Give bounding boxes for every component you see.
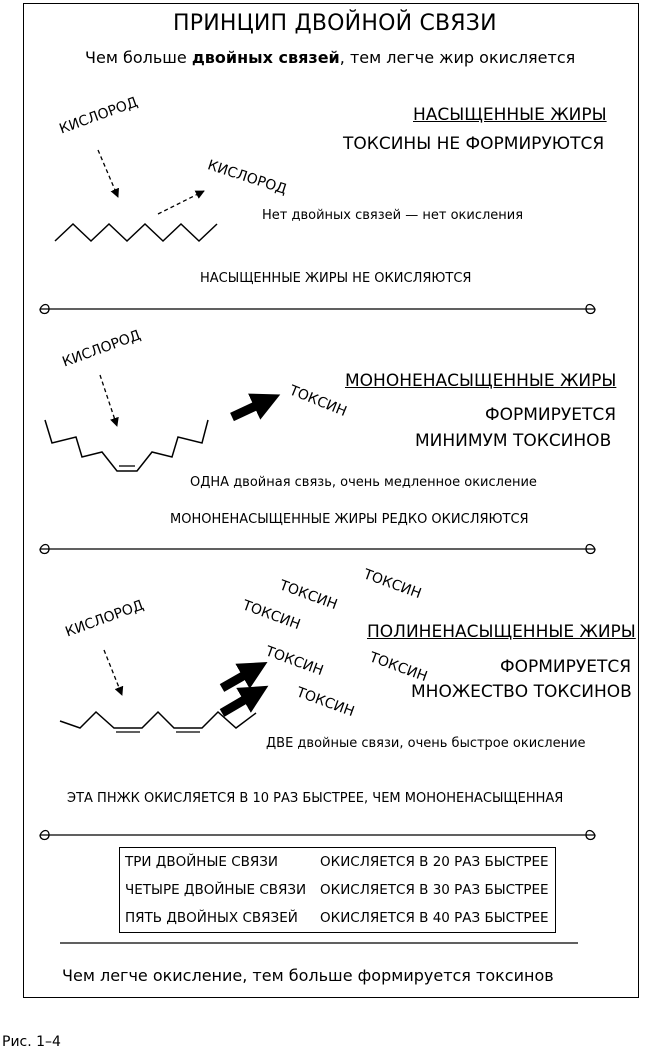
mono-result-line2: МИНИМУМ ТОКСИНОВ — [415, 431, 612, 451]
poly-result-line1: ФОРМИРУЕТСЯ — [500, 657, 632, 677]
table-cell-rate: ОКИСЛЯЕТСЯ В 40 РАЗ БЫСТРЕЕ — [320, 910, 549, 926]
table-row — [120, 904, 555, 932]
figure-caption: Рис. 1–4 — [2, 1034, 61, 1050]
table-cell-rate: ОКИСЛЯЕТСЯ В 30 РАЗ БЫСТРЕЕ — [320, 882, 549, 898]
ornament-divider — [40, 831, 595, 840]
mono-summary: МОНОНЕНАСЫЩЕННЫЕ ЖИРЫ РЕДКО ОКИСЛЯЮТСЯ — [170, 512, 529, 527]
ornament-divider — [40, 305, 595, 314]
poly-toxin-label: ТОКСИН — [367, 649, 430, 686]
table-row — [120, 876, 555, 904]
subtitle-prefix: Чем больше — [85, 48, 192, 67]
poly-toxin-label: ТОКСИН — [361, 566, 424, 603]
subtitle-suffix: , тем легче жир окисляется — [339, 48, 576, 67]
poly-toxin-arrow-1 — [222, 672, 250, 688]
saturated-oxygen-in-arrow — [98, 150, 118, 197]
mono-oxygen-arrow — [100, 375, 117, 426]
saturated-heading: НАСЫЩЕННЫЕ ЖИРЫ — [413, 105, 607, 125]
poly-toxin-arrow-2 — [222, 696, 251, 713]
saturated-oxygen-in-label: КИСЛОРОД — [57, 94, 140, 138]
poly-summary: ЭТА ПНЖК ОКИСЛЯЕТСЯ В 10 РАЗ БЫСТРЕЕ, ЧЕМ МОНОНЕНАСЫЩЕННАЯ — [67, 791, 564, 806]
mono-toxin-arrow — [232, 403, 262, 417]
saturated-oxygen-out-arrow — [158, 191, 204, 214]
mono-oxygen-label: КИСЛОРОД — [60, 327, 143, 371]
table-cell-bonds: ЧЕТЫРЕ ДВОЙНЫЕ СВЯЗИ — [125, 882, 307, 898]
mono-heading: МОНОНЕНАСЫЩЕННЫЕ ЖИРЫ — [345, 371, 617, 391]
poly-toxin-label: ТОКСИН — [263, 643, 326, 680]
mono-result-line1: ФОРМИРУЕТСЯ — [485, 405, 617, 425]
poly-toxin-label: ТОКСИН — [277, 577, 340, 614]
ornament-divider — [40, 545, 595, 554]
saturated-result: ТОКСИНЫ НЕ ФОРМИРУЮТСЯ — [343, 134, 605, 154]
table-cell-bonds: ПЯТЬ ДВОЙНЫХ СВЯЗЕЙ — [125, 910, 298, 926]
poly-toxin-label: ТОКСИН — [294, 684, 357, 721]
table-cell-bonds: ТРИ ДВОЙНЫЕ СВЯЗИ — [125, 854, 279, 870]
poly-result-line2: МНОЖЕСТВО ТОКСИНОВ — [411, 682, 632, 702]
poly-heading: ПОЛИНЕНАСЫЩЕННЫЕ ЖИРЫ — [367, 622, 636, 642]
poly-oxygen-label: КИСЛОРОД — [63, 597, 146, 641]
table-cell-rate: ОКИСЛЯЕТСЯ В 20 РАЗ БЫСТРЕЕ — [320, 854, 549, 870]
saturated-summary: НАСЫЩЕННЫЕ ЖИРЫ НЕ ОКИСЛЯЮТСЯ — [200, 271, 472, 286]
mono-fat-chain — [45, 420, 208, 471]
subtitle-bold: двойных связей — [191, 48, 340, 67]
page-title: ПРИНЦИП ДВОЙНОЙ СВЯЗИ — [173, 11, 497, 36]
poly-note: ДВЕ двойные связи, очень быстрое окисление — [266, 736, 586, 751]
mono-toxin-label: ТОКСИН — [287, 382, 349, 421]
mono-note: ОДНА двойная связь, очень медленное окисление — [190, 475, 537, 490]
saturated-oxygen-out-label: КИСЛОРОД — [205, 157, 289, 198]
table-row — [120, 848, 555, 876]
conclusion-text: Чем легче окисление, тем больше формируется токсинов — [62, 966, 554, 985]
saturated-note: Нет двойных связей — нет окисления — [262, 208, 524, 223]
poly-toxin-label: ТОКСИН — [240, 597, 303, 634]
oxidation-rate-table — [119, 847, 556, 933]
saturated-fat-chain — [55, 224, 217, 241]
poly-oxygen-arrow — [104, 650, 122, 695]
